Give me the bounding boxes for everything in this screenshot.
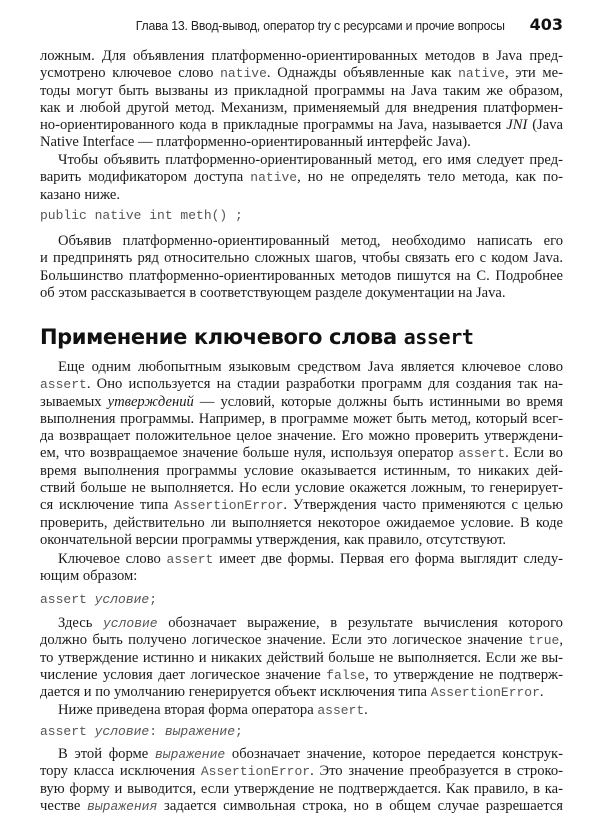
inline-code: выражение [154,747,226,762]
text-run: (Java [527,117,563,134]
text-line [40,568,563,585]
text-line [40,83,563,100]
text-line [40,723,563,740]
text-run: Ключевое слово [58,551,167,567]
text-run: . [539,684,544,701]
text-line [40,781,563,798]
inline-code: assert [40,377,87,393]
inline-code: native [458,66,505,82]
text-run: . Это значение преобразуется в строко- [310,763,563,780]
text-run: ем, что возвращаемое значение больше нуля, используя оператор [40,445,459,462]
inline-code: native [250,170,298,186]
text-line [40,411,563,428]
text-line [40,551,563,568]
text-line [40,376,563,393]
text-line [40,268,563,285]
text-line [40,48,563,65]
text-line [40,591,563,608]
text-run: . Если во [505,445,563,462]
text-line [40,359,563,376]
text-run: Чтобы объявить платформенно-ориентированный метод, его имя следует пред- [58,152,563,168]
emphasis: утверждений [107,393,194,410]
inline-code: public native int meth() ; [40,208,243,223]
text-line [40,324,563,350]
text-run: окончательной версии программы утверждения, как правило, отсутствуют. [40,531,507,548]
text-run: . Однажды объявленные как [266,65,459,82]
text-line [40,100,563,117]
text-run: усмотрено ключевое слово [40,65,221,82]
text-line [40,515,563,532]
code-snippet [40,591,563,608]
text-run: да возвращает положительное целое значение. Его можно проверить утверждени- [40,428,563,445]
text-run: обозначает значение, которое передается конструк- [225,746,563,762]
paragraph [40,359,563,549]
running-header [0,16,563,36]
text-line [40,632,563,649]
text-run: — условий, которые должны быть истинными во время [193,393,563,410]
text-run: , [559,632,563,649]
section-heading [40,324,563,350]
text-run: казано ниже. [40,186,120,203]
text-line [40,480,563,497]
text-line [40,667,563,684]
text-run: Здесь [58,615,103,631]
text-line [40,702,563,719]
text-line [40,207,563,224]
inline-code: assert [317,703,365,718]
text-run: Применение ключевого слова [40,325,404,349]
text-run: как и любой другой метод. Механизм, применяемый для внедрения платформен- [40,99,563,116]
text-run: В этой форме [58,746,155,762]
text-line [40,763,563,780]
text-line [40,463,563,480]
paragraph [40,702,563,719]
inline-code: ; [235,724,243,739]
text-run: Объявив платформенно-ориентированный метод, необходимо написать его [58,233,563,249]
text-run: , эти ме- [504,65,564,82]
inline-code: native [220,66,267,82]
text-run: ющим образом: [40,568,138,585]
inline-code: assert [40,592,95,607]
text-run: , но не определять тело метода, как по- [297,169,563,186]
inline-code: assert [458,446,506,462]
text-line [40,615,563,632]
text-line [40,746,563,763]
paragraph [40,48,563,152]
text-run: дается и по умолчанию генерируется объект исключения типа [40,684,431,701]
inline-code: ; [149,592,158,607]
text-run: тоды могут быть вызваны из прикладной программы на Java таким же образом, [40,82,563,99]
inline-code: условие [94,592,150,607]
text-run: Native Interface — платформенно-ориентированный интерфейс Java). [40,134,471,151]
text-run: имеет две формы. Первая его форма выглядит следу- [213,551,563,567]
paragraph [40,551,563,586]
inline-code: условие [103,616,158,631]
text-run: тору класса исключения [40,763,201,780]
text-run: честве [40,797,88,814]
inline-code: assert [403,325,474,349]
paragraph [40,615,563,701]
text-line [40,798,563,815]
text-run: варить модификатором доступа [40,169,251,186]
chapter-title: Глава 13. Ввод-вывод, оператор try с ресурсами и прочие вопросы [135,18,505,33]
code-snippet [40,207,563,224]
inline-code: AssertionError [200,764,311,780]
text-run: но-ориентированного кода в прикладные программы на Java, называется [40,117,507,134]
text-line [40,233,563,250]
code-snippet [40,723,563,740]
text-line [40,394,563,411]
inline-code: false [326,667,366,683]
inline-code: : [149,724,165,739]
text-run: задается символьная строка, но в общем случае разрешается [157,797,563,814]
page-number: 403 [529,15,563,34]
text-run: время выполнения программы условие оказывается истинным, то никаких дей- [40,462,563,479]
text-run: . Оно используется на стадии разработки программ для создания так на- [86,376,563,393]
text-line [40,684,563,701]
text-run: об этом рассказывается в соответствующем разделе документации на Java. [40,284,506,301]
text-line [40,65,563,82]
text-run: Ниже приведена вторая форма оператора [58,702,318,718]
paragraph [40,152,563,204]
text-run: , то утверждение не подтверж- [365,666,563,683]
text-run: вую форму и выводится, если утверждение не подтверждается. Как правило, в ка- [40,780,563,797]
inline-code: AssertionError [174,498,284,514]
text-run: Большинство платформенно-ориентированных методов пишутся на С. Подробнее [40,267,563,284]
text-run: Еще одним любопытным языковым средством Java является ключевое слово [58,359,563,375]
text-run: ся исключение типа [40,497,175,514]
text-run: числение условия дает логическое значение [40,666,327,683]
text-line [40,497,563,514]
inline-code: выражение [164,724,236,739]
text-line [40,285,563,302]
paragraph [40,233,563,302]
text-line [40,250,563,267]
text-run: . Утверждения часто применяются с целью [283,497,563,514]
text-run: ствий больше не выполняется. Но если условие окажется ложным, то генерирует- [40,480,563,497]
text-line [40,152,563,169]
inline-code: assert [40,724,95,739]
text-line [40,169,563,186]
text-line [40,532,563,549]
text-line [40,650,563,667]
inline-code: assert [166,552,214,567]
paragraph [40,746,563,815]
text-run: выполнения программы. Например, в программе может быть метод, который всег- [40,410,563,427]
inline-code: условие [94,724,150,739]
text-line [40,134,563,151]
text-run: обозначает выражение, в результате вычисления которого [157,615,563,631]
text-run: зываемых [40,393,108,410]
text-run: и предпринять ряд относительно сложных шагов, чтобы связать его с кодом Java. [40,250,563,267]
text-line [40,445,563,462]
text-line [40,117,563,134]
inline-code: выражения [87,798,158,814]
text-run: проверить, действительно ли выполняется некоторое ожидаемое условие. В коде [40,514,563,531]
text-run: то утверждение истинно и никаких действий больше не выполняется. Если же вы- [40,649,563,666]
text-line [40,428,563,445]
text-run: . [364,702,368,718]
text-run: должно быть получено логическое значение. Если это логическое значение [40,632,529,649]
emphasis: JNI [506,117,528,134]
text-run: ложным. Для объявления платформенно-ориентированных методов в Java пред- [40,48,563,64]
inline-code: true [528,633,560,649]
inline-code: AssertionError [430,685,540,701]
text-line [40,187,563,204]
